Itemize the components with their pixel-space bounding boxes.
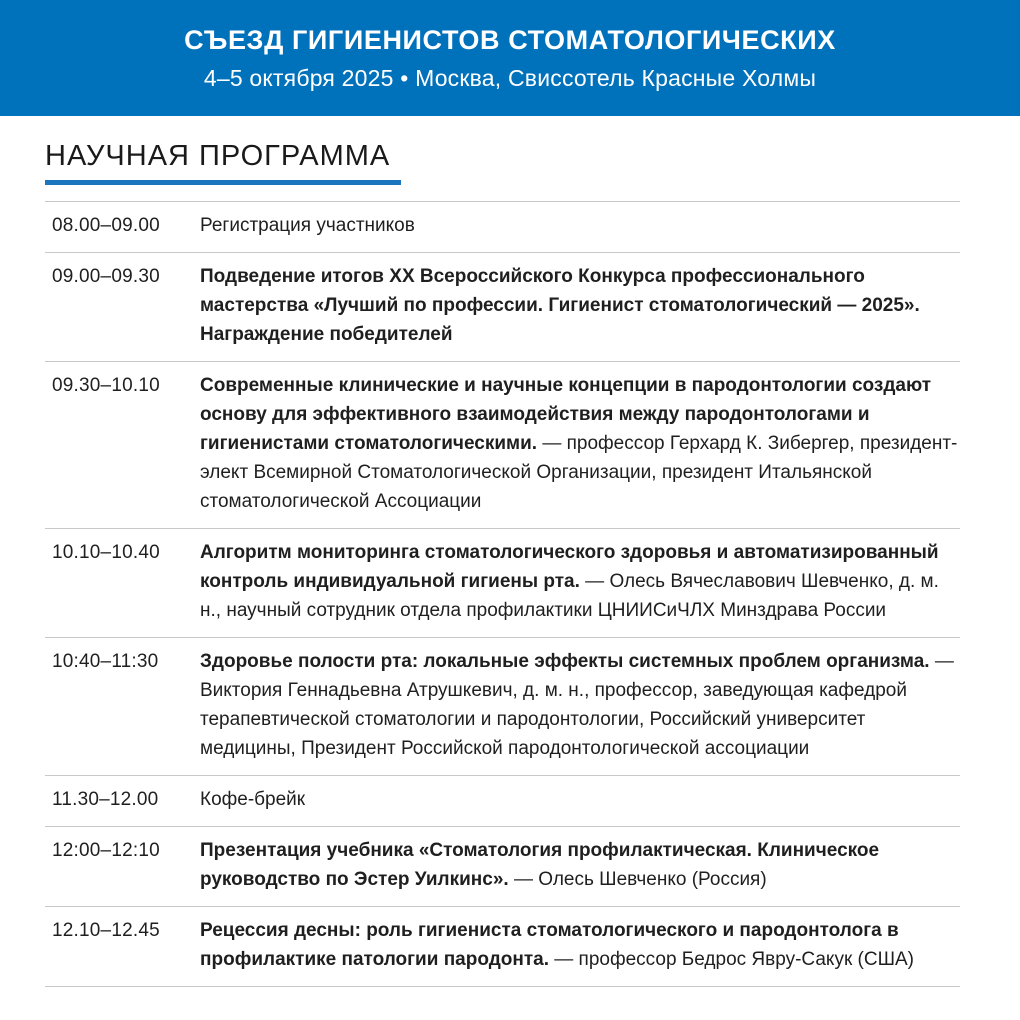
section-title-underline (45, 180, 401, 185)
program-row (45, 361, 960, 528)
session-time: 12.10–12.45 (52, 920, 160, 941)
program-row (45, 775, 960, 826)
session-details: Регистрация участников (200, 215, 415, 236)
session-title: Рецессия десны: роль гигиениста стоматологического и пародонтолога в профилактике патологии пародонта. (200, 920, 899, 970)
session-description (200, 647, 960, 763)
program-row (45, 252, 960, 361)
program-row (45, 201, 960, 252)
session-time: 12:00–12:10 (52, 840, 160, 861)
session-details: — Виктория Геннадьевна Атрушкевич, д. м. н., профессор, заведующая кафедрой терапевтической стоматологии и пародонтологии, Российский университет медицины, Президент Российской пародонтологической ассоциации (200, 651, 954, 759)
session-details: Кофе-брейк (200, 789, 306, 810)
session-description (200, 538, 960, 625)
session-title: Современные клинические и научные концепции в пародонтологии создают основу для эффективного взаимодействия между пародонтологами и гигиенистами стоматологическими. (200, 375, 932, 454)
session-title: Здоровье полости рта: локальные эффекты системных проблем организма. (200, 651, 930, 672)
program-schedule-table (45, 201, 960, 987)
session-details: — Олесь Вячеславович Шевченко, д. м. н., научный сотрудник отдела профилактики ЦНИИСиЧЛХ Минздрава России (200, 571, 939, 621)
program-row (45, 637, 960, 775)
program-row (45, 826, 960, 906)
program-row (45, 906, 960, 986)
session-time: 08.00–09.00 (52, 215, 160, 236)
session-description (200, 916, 960, 974)
conference-date-location: 4–5 октября 2025 • Москва, Свиссотель Красные Холмы (203, 64, 817, 91)
section-title: НАУЧНАЯ ПРОГРАММА (45, 140, 391, 172)
session-description (200, 785, 960, 814)
session-time: 10.10–10.40 (52, 542, 160, 563)
session-details: — Олесь Шевченко (Россия) (508, 869, 767, 890)
session-time: 09.00–09.30 (52, 266, 160, 287)
session-description (200, 211, 960, 240)
program-row (45, 528, 960, 637)
program-content (0, 116, 1020, 987)
session-details: — профессор Герхард К. Зибергер, президент-элект Всемирной Стоматологической Организации, президент Итальянской стоматологической Ассоциации (200, 433, 958, 512)
session-time: 09.30–10.10 (52, 375, 160, 396)
session-description (200, 836, 960, 894)
session-time: 10:40–11:30 (52, 651, 159, 672)
session-description (200, 371, 960, 516)
conference-title: СЪЕЗД ГИГИЕНИСТОВ СТОМАТОЛОГИЧЕСКИХ (184, 24, 836, 55)
conference-header (0, 0, 1020, 116)
session-details: — профессор Бедрос Явру-Сакук (США) (549, 949, 914, 970)
session-time: 11.30–12.00 (52, 789, 159, 810)
session-title: Подведение итогов XX Всероссийского Конкурса профессионального мастерства «Лучший по профессии. Гигиенист стоматологический — 2025». Награждение победителей (200, 266, 920, 345)
session-description (200, 262, 960, 349)
session-title: Алгоритм мониторинга стоматологического здоровья и автоматизированный контроль индивидуальной гигиены рта. (200, 542, 939, 592)
session-title: Презентация учебника «Стоматология профилактическая. Клиническое руководство по Эстер Уилкинс». (200, 840, 880, 890)
